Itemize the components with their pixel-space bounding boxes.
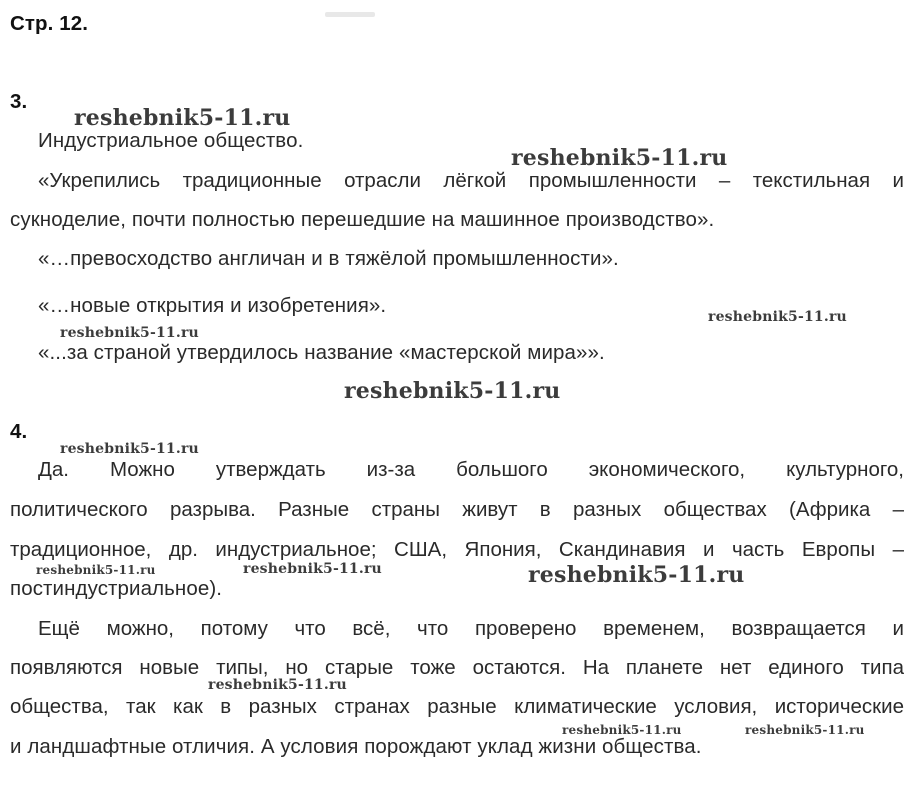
q3-line-1: Индустриальное общество. [38,129,304,152]
watermark: reshebnik5-11.ru [60,325,199,341]
q3-line-2: «Укрепились традиционные отрасли лёгкой промышленности – текстильная и [38,169,904,192]
scan-smudge [325,12,375,17]
question-3-number: 3. [10,90,28,113]
q3-line-6: «...за страной утвердилось название «мастерской мира»». [38,341,605,364]
watermark: reshebnik5-11.ru [745,723,865,737]
watermark: reshebnik5-11.ru [36,563,156,577]
q4-line-3: традиционное, др. индустриальное; США, Япония, Скандинавия и часть Европы – [10,538,904,561]
q4-line-4: постиндустриальное). [10,577,223,600]
watermark: reshebnik5-11.ru [74,105,291,131]
q3-line-4: «…превосходство англичан и в тяжёлой промышленности». [38,247,619,270]
question-4-number: 4. [10,420,28,443]
page-label: Стр. 12. [10,12,89,35]
watermark: reshebnik5-11.ru [60,441,199,457]
q3-line-3: сукноделие, почти полностью перешедшие на машинное производство». [10,208,715,231]
watermark: reshebnik5-11.ru [511,145,728,171]
q4-line-5: Ещё можно, потому что всё, что проверено временем, возвращается и [38,617,904,640]
watermark: reshebnik5-11.ru [243,561,382,577]
q4-line-6: появляются новые типы, но старые тоже остаются. На планете нет единого типа [10,656,904,679]
q4-line-2: политического разрыва. Разные страны живут в разных обществах (Африка – [10,498,904,521]
watermark: reshebnik5-11.ru [344,378,561,404]
q4-line-7: общества, так как в разных странах разные климатические условия, исторические [10,695,904,718]
q3-line-5: «…новые открытия и изобретения». [38,294,387,317]
q4-line-1: Да. Можно утверждать из-за большого экономического, культурного, [38,458,904,481]
watermark: reshebnik5-11.ru [562,723,682,737]
watermark: reshebnik5-11.ru [708,309,847,325]
q4-line-8: и ландшафтные отличия. А условия порождают уклад жизни общества. [10,735,702,758]
watermark: reshebnik5-11.ru [528,562,745,588]
watermark: reshebnik5-11.ru [208,677,347,693]
